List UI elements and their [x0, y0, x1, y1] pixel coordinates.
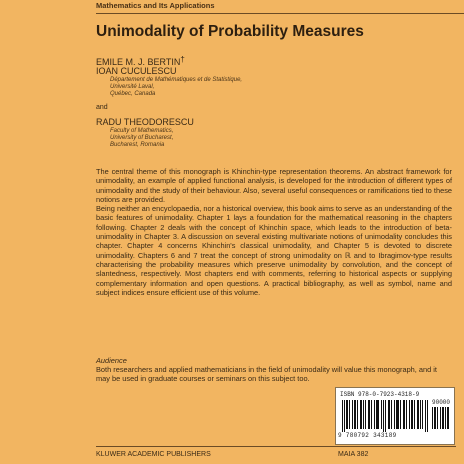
addon-barcode-image — [432, 407, 450, 429]
and-label: and — [96, 104, 108, 111]
affiliation-2-line: Faculty of Mathematics, — [110, 128, 174, 134]
series-code: MAIA 382 — [338, 451, 369, 458]
ean-digits: 9 780792 343189 — [338, 432, 397, 439]
affiliation-1 — [110, 77, 242, 99]
footer-rule — [96, 446, 456, 447]
affiliation-2-line: Bucharest, Romania — [110, 142, 165, 149]
isbn-barcode-block — [335, 387, 455, 445]
author-3-name: RADU THEODORESCU — [96, 117, 194, 127]
barcode-image — [342, 400, 430, 432]
series-name: Mathematics and Its Applications — [96, 1, 215, 10]
audience-text: Both researchers and applied mathematicians in the field of unimodality will value this monograph, and it may be used in graduate courses or seminars on this subject too. — [96, 365, 437, 384]
author-1-name-text: EMILE M. J. BERTIN — [96, 57, 181, 67]
header-rule — [96, 13, 464, 14]
deceased-dagger: † — [180, 55, 185, 64]
price-code: 90000 — [432, 399, 451, 406]
publisher-name: KLUWER ACADEMIC PUBLISHERS — [96, 451, 211, 458]
description — [96, 167, 452, 297]
affiliation-1-line: Université Laval, — [110, 84, 155, 91]
affiliation-1-line: Département de Mathématiques et de Statistique, — [110, 77, 243, 83]
author-2-name: IOAN CUCULESCU — [96, 66, 177, 76]
affiliation-1-line: Québec, Canada — [110, 91, 156, 98]
affiliation-2-line: University of Bucharest, — [110, 135, 174, 142]
affiliation-2 — [110, 128, 173, 150]
audience-heading: Audience — [96, 356, 127, 365]
isbn-number: ISBN 978-0-7923-4318-9 — [340, 391, 420, 398]
book-title: Unimodality of Probability Measures — [96, 23, 364, 40]
description-paragraph: The central theme of this monograph is Khinchin-type representation theorems. An abstract framework for unimodality, an example of applied functional analysis, is developed for the introduction of different types of unimodality and the study of their behaviour. Also, several useful consequences or ramifications tied to these notions are provided. — [96, 167, 452, 204]
description-paragraph: Being neither an encyclopaedia, nor a historical overview, this book aims to serve as an understanding of the basic features of unimodality. Chapter 1 lays a foundation for the mathematical reasoning in the chapters following. Chapter 2 deals with the concept of Khinchin space, which leads to the introduction of beta-unimodality in Chapter 3. A discussion on several existing multivariate notions of unimodality concludes this chapter. Chapter 4 concerns Khinchin's classical unimodality, and Chapter 5 is devoted to discrete unimodality. Chapters 6 and 7 treat the concept of strong unimodality on ℝ and to Ibragimov-type results characterising the probability measures which preserve unimodality by convolution, and the concept of slantedness, respectively. Most chapters end with comments, referring to historical aspects or supplying complementary information and open questions. A practical bibliography, as well as symbol, name and subject indices ensure efficient use of this volume. — [96, 204, 452, 297]
